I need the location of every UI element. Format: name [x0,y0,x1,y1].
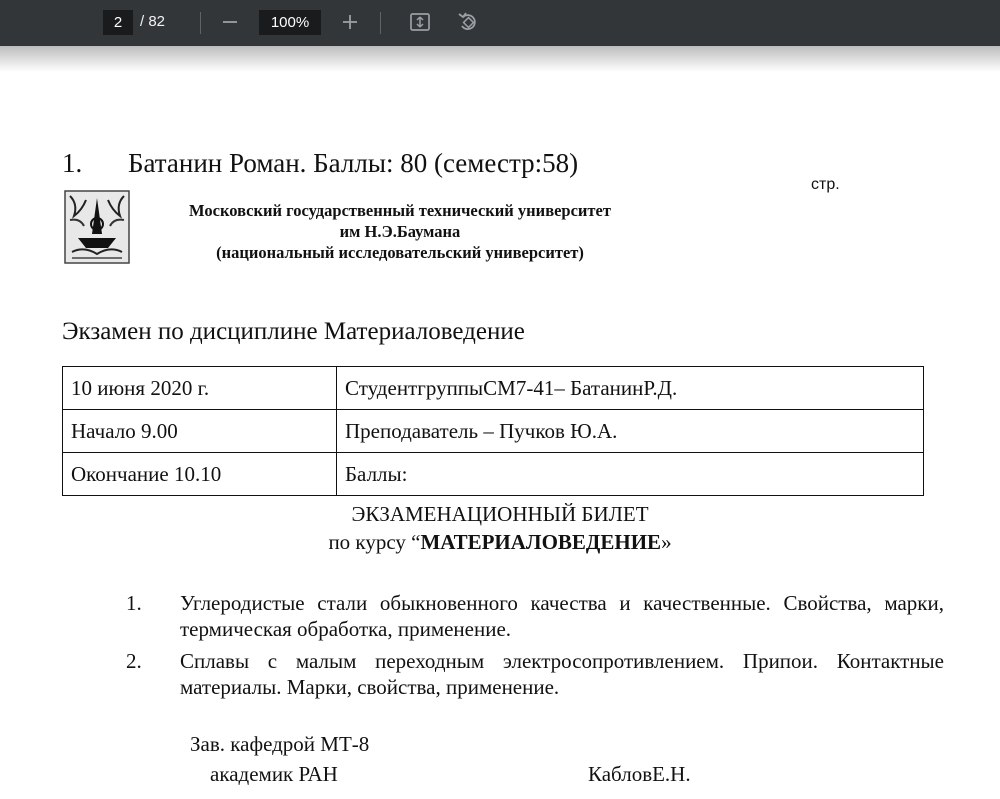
table-row [63,367,924,410]
table-cell: Баллы: [337,453,924,496]
page-label: стр. [811,176,840,193]
document-page [0,72,1000,799]
exam-info-table [62,366,924,496]
zoom-level[interactable]: 100% [259,10,321,35]
question-text: Сплавы с малым переходным электросопротивлением. Припои. Контактные материалы. Марки, свойства, применение. [180,649,944,699]
fit-page-button[interactable] [406,8,434,36]
table-cell: СтудентгруппыСМ7-41– БатанинР.Д. [337,367,924,410]
table-cell: 10 июня 2020 г. [63,367,337,410]
heading-text: Батанин Роман. Баллы: 80 (семестр:58) [128,148,579,178]
zoom-out-button[interactable] [216,8,244,36]
university-line-3: (национальный исследовательский университет) [216,243,584,262]
exam-title: Экзамен по дисциплине Материаловедение [62,318,525,345]
question-number: 2. [126,649,142,673]
table-cell: Окончание 10.10 [63,453,337,496]
university-name [160,200,640,263]
pdf-toolbar [0,0,1000,46]
toolbar-shadow [0,46,1000,72]
signature-name: КабловЕ.Н. [588,762,691,786]
signature-rank: академик РАН [210,762,338,786]
zoom-in-button[interactable] [336,8,364,36]
page-number-input[interactable] [103,10,133,35]
course-name: МАТЕРИАЛОВЕДЕНИЕ [420,530,662,554]
question-number: 1. [126,591,142,615]
rotate-icon [456,10,480,34]
course-suffix: » [661,530,672,554]
page-total: / 82 [140,13,166,30]
course-line [0,530,1000,555]
rotate-button[interactable] [454,8,482,36]
plus-icon [341,13,359,31]
question-item [126,590,944,642]
university-line-1: Московский государственный технический университет [189,201,611,220]
signature-title: Зав. кафедрой МТ-8 [190,732,370,756]
minus-icon [221,13,239,31]
student-heading [62,148,578,179]
question-item [126,648,944,700]
fit-page-icon [409,11,431,33]
table-cell: Начало 9.00 [63,410,337,453]
question-text: Углеродистые стали обыкновенного качества и качественные. Свойства, марки, термическая обработка, применение. [180,591,944,641]
heading-number: 1. [62,148,83,178]
table-row [63,453,924,496]
table-cell: Преподаватель – Пучков Ю.А. [337,410,924,453]
course-prefix: по курсу “ [328,530,421,554]
university-line-2: им Н.Э.Баумана [339,222,461,241]
toolbar-divider [380,12,381,34]
table-row [63,410,924,453]
toolbar-divider [200,12,201,34]
university-logo-icon [64,190,130,264]
ticket-title: ЭКЗАМЕНАЦИОННЫЙ БИЛЕТ [351,502,649,526]
